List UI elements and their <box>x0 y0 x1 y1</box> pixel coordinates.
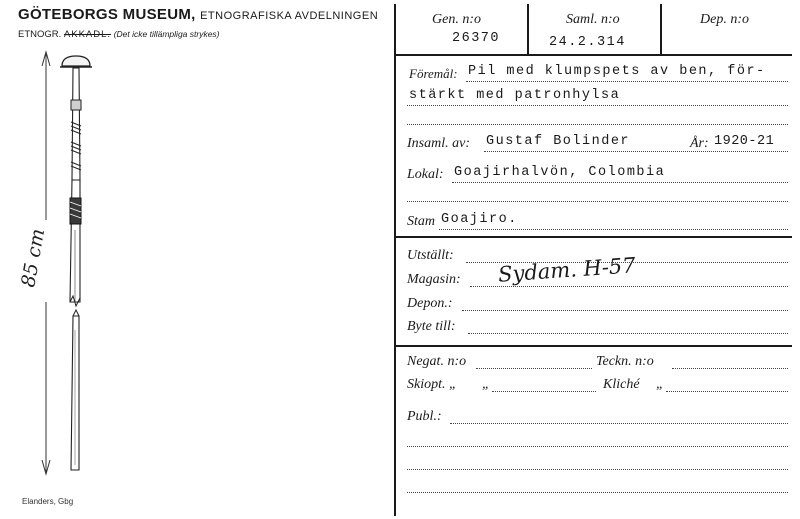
gen-number-value: 26370 <box>452 31 501 46</box>
byte-dotted-line <box>468 333 788 334</box>
stam-dotted-line <box>439 229 788 230</box>
kliche-ditto: „ <box>656 377 664 392</box>
publ-dotted-line-1 <box>450 423 788 424</box>
lokal-value: Goajirhalvön, Colombia <box>454 165 666 180</box>
utstallt-label: Utställt: <box>407 248 454 263</box>
foremal-value-line2: stärkt med patronhylsa <box>409 88 621 103</box>
magasin-label: Magasin: <box>407 272 461 287</box>
etnogr-line <box>18 29 220 40</box>
header-rule <box>394 54 792 56</box>
gen-number-label: Gen. n:o <box>432 12 481 27</box>
magasin-value-handwritten: Sydam. H-57 <box>497 253 637 287</box>
column-divider-2 <box>660 4 662 54</box>
teckn-label: Teckn. n:o <box>596 354 654 369</box>
arrow-drawing <box>0 40 120 490</box>
dep-number-label: Dep. n:o <box>700 12 749 27</box>
negat-label: Negat. n:o <box>407 354 467 369</box>
lokal-dotted-line <box>452 182 788 183</box>
negat-dotted-line <box>476 368 592 369</box>
museum-title <box>18 6 378 23</box>
department-name: ETNOGRAFISKA AVDELNINGEN <box>200 10 379 22</box>
column-divider-1 <box>527 4 529 54</box>
card-left-border <box>394 4 396 516</box>
kliche-dotted-line <box>666 391 788 392</box>
section-rule-1 <box>394 236 792 238</box>
publ-label: Publ.: <box>407 409 442 424</box>
foremal-dotted-line-3 <box>407 124 788 125</box>
foremal-dotted-line <box>466 81 788 82</box>
insaml-label: Insaml. av: <box>407 136 470 151</box>
stam-value: Goajiro. <box>441 212 518 227</box>
insaml-dotted-line <box>484 151 788 152</box>
skiopt-dotted-line <box>492 391 596 392</box>
saml-number-label: Saml. n:o <box>566 12 620 27</box>
skiopt-label: Skiopt. „ <box>407 377 457 392</box>
foremal-label: Föremål: <box>409 66 458 81</box>
lokal-dotted-line-2 <box>407 201 788 202</box>
strike-note: (Det icke tillämpliga strykes) <box>113 29 220 39</box>
depon-label: Depon.: <box>407 296 453 311</box>
depon-dotted-line <box>462 310 788 311</box>
stam-label: Stam <box>407 214 435 229</box>
knob-point <box>62 56 90 66</box>
cartridge-sleeve <box>71 100 81 110</box>
kliche-label: Kliché <box>603 377 640 392</box>
section-rule-2 <box>394 345 792 347</box>
byte-label: Byte till: <box>407 319 456 334</box>
foremal-dotted-line-2 <box>407 105 788 106</box>
foremal-value-line1: Pil med klumpspets av ben, för- <box>468 64 766 79</box>
skiopt-ditto: „ <box>482 377 490 392</box>
length-annotation: 85 cm <box>17 227 50 289</box>
publ-dotted-line-4 <box>407 492 788 493</box>
ar-value: 1920-21 <box>714 134 775 149</box>
insaml-value: Gustaf Bolinder <box>486 134 631 149</box>
saml-number-value: 24.2.314 <box>549 35 626 50</box>
struck-text: AKKADL. <box>63 29 112 40</box>
lokal-label: Lokal: <box>407 167 444 182</box>
magasin-dotted-line <box>470 286 788 287</box>
etnogr-label: ETNOGR. <box>18 29 62 40</box>
ar-label: År: <box>690 136 709 151</box>
museum-name: GÖTEBORGS MUSEUM, <box>18 6 196 23</box>
publ-dotted-line-3 <box>407 469 788 470</box>
printer-credit: Elanders, Gbg <box>22 497 74 506</box>
publ-dotted-line-2 <box>407 446 788 447</box>
teckn-dotted-line <box>672 368 788 369</box>
